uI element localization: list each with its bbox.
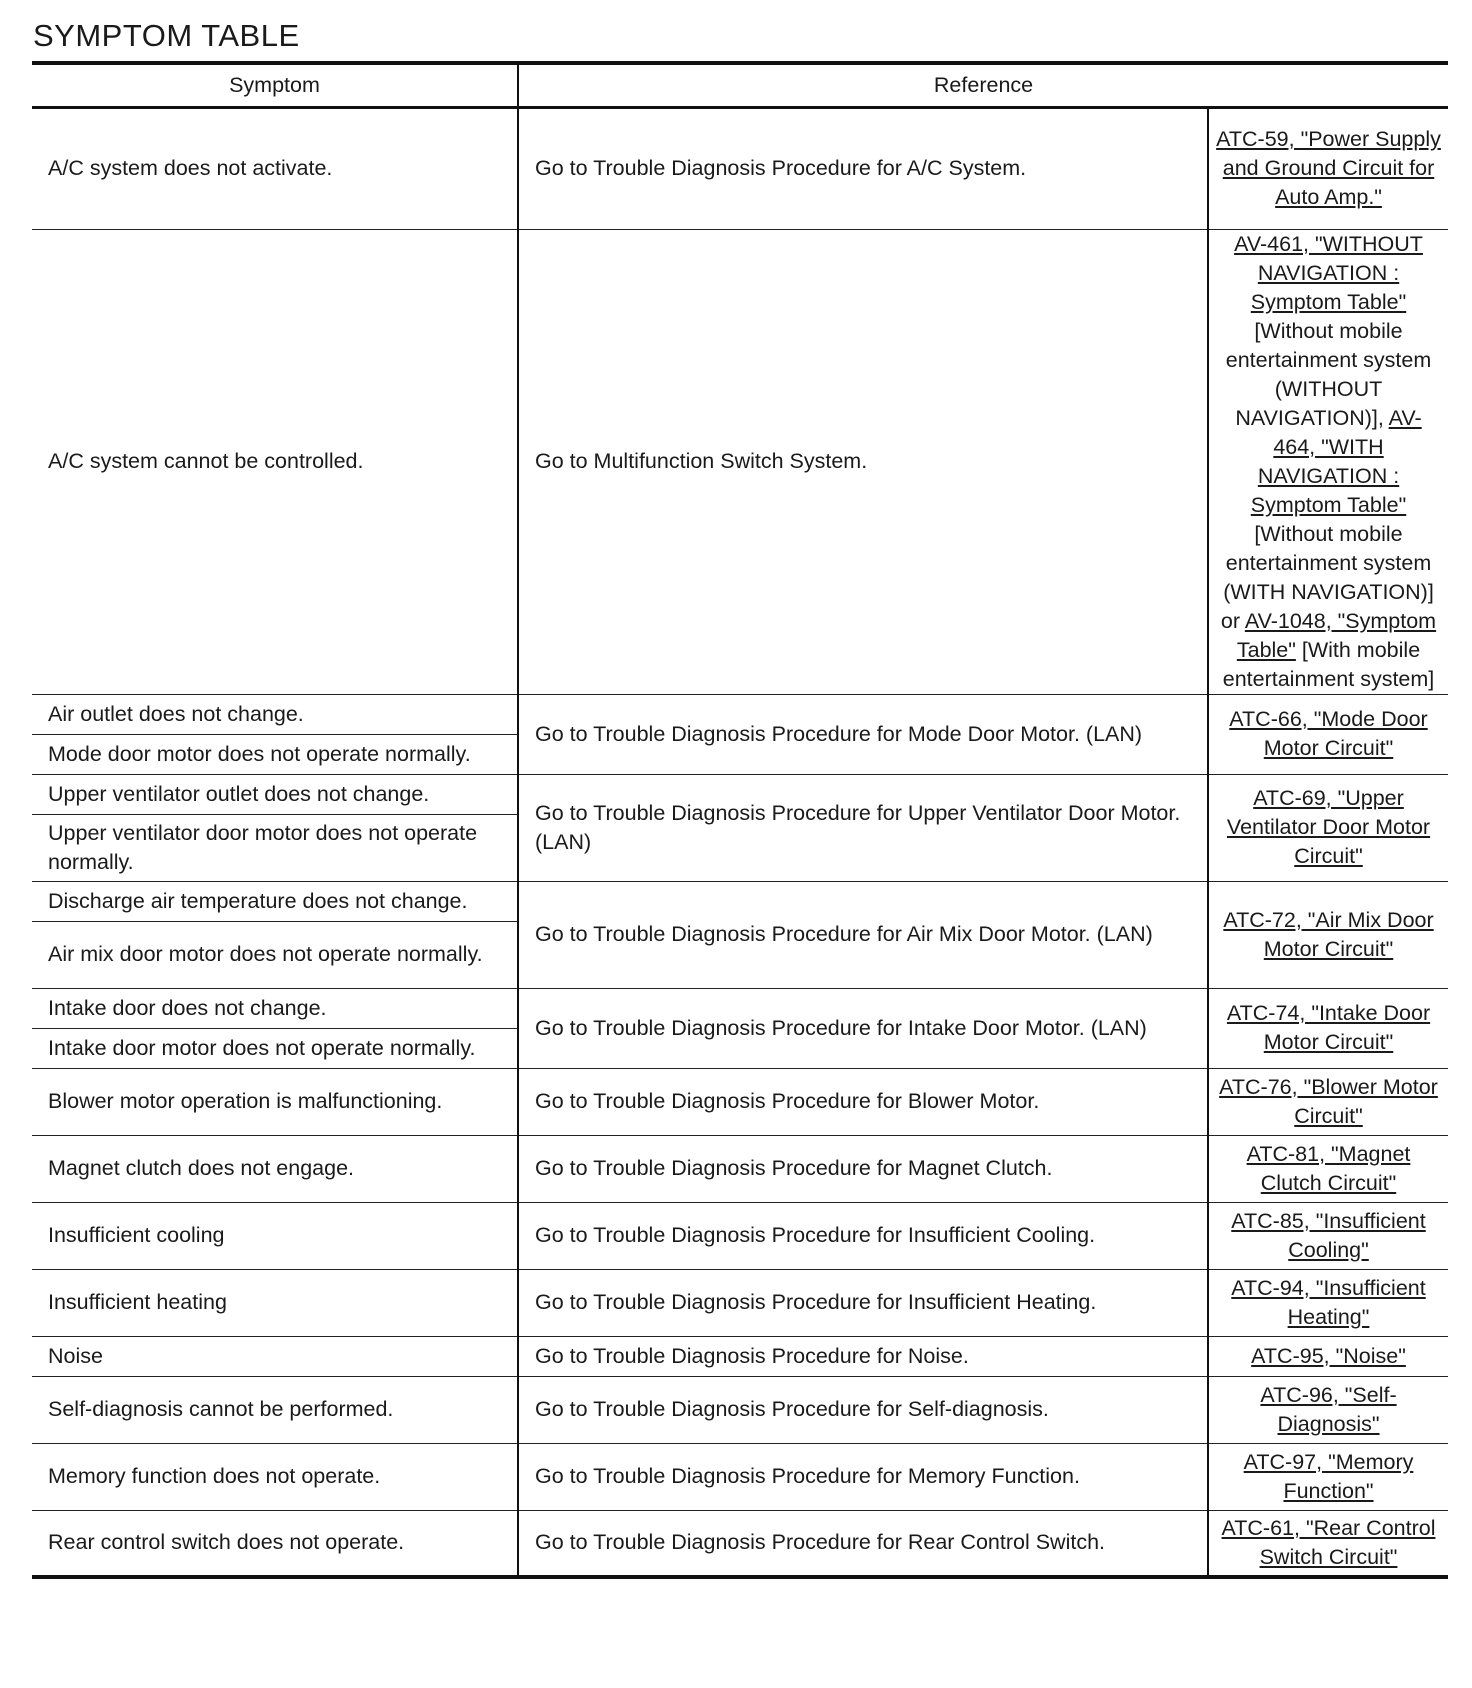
reference-link[interactable]: ATC-72, "Air Mix Door Motor Circuit" (1223, 907, 1434, 961)
reference-link[interactable]: ATC-95, "Noise" (1251, 1343, 1406, 1368)
symptom-cell: Mode door motor does not operate normally. (32, 734, 518, 774)
symptom-cell: Discharge air temperature does not change. (32, 881, 518, 921)
procedure-cell: Go to Trouble Diagnosis Procedure for Air Mix Door Motor. (LAN) (518, 881, 1208, 988)
reference-cell (1208, 1510, 1448, 1577)
symptom-cell: Intake door motor does not operate normally. (32, 1028, 518, 1068)
procedure-cell: Go to Trouble Diagnosis Procedure for Noise. (518, 1336, 1208, 1376)
table-row (32, 229, 1448, 694)
table-body (32, 107, 1448, 1577)
reference-cell (1208, 1376, 1448, 1443)
reference-link[interactable]: ATC-66, "Mode Door Motor Circuit" (1229, 707, 1428, 760)
reference-link[interactable]: ATC-59, "Power Supply and Ground Circuit for Auto Amp." (1216, 127, 1441, 209)
table-row (32, 988, 1448, 1028)
reference-link[interactable]: ATC-96, "Self-Diagnosis" (1260, 1382, 1397, 1436)
table-row (32, 1068, 1448, 1135)
symptom-cell: Rear control switch does not operate. (32, 1510, 518, 1577)
procedure-cell: Go to Trouble Diagnosis Procedure for Intake Door Motor. (LAN) (518, 988, 1208, 1068)
reference-cell (1208, 881, 1448, 988)
reference-link[interactable]: AV-464, "WITH NAVIGATION : Symptom Table" (1250, 405, 1422, 517)
symptom-cell: Upper ventilator outlet does not change. (32, 774, 518, 814)
reference-note: [With mobile entertainment system] (1222, 637, 1435, 691)
table-header-row (32, 63, 1448, 107)
procedure-cell: Go to Trouble Diagnosis Procedure for Memory Function. (518, 1443, 1208, 1510)
table-row (32, 1269, 1448, 1336)
table-row (32, 107, 1448, 229)
reference-cell (1208, 1068, 1448, 1135)
table-row (32, 1376, 1448, 1443)
reference-link[interactable]: ATC-97, "Memory Function" (1243, 1449, 1414, 1503)
symptom-cell: Air outlet does not change. (32, 694, 518, 734)
reference-note: [Without mobile entertainment system (WITHOUT NAVIGATION)], (1225, 318, 1432, 430)
symptom-cell: Blower motor operation is malfunctioning. (32, 1068, 518, 1135)
table-row (32, 1202, 1448, 1269)
reference-note: [Without mobile entertainment system (WITH NAVIGATION)] or (1220, 521, 1434, 633)
reference-link[interactable]: AV-1048, "Symptom Table" (1236, 608, 1437, 662)
symptom-cell: A/C system cannot be controlled. (32, 229, 518, 694)
procedure-cell: Go to Trouble Diagnosis Procedure for Mode Door Motor. (LAN) (518, 694, 1208, 774)
reference-link[interactable]: ATC-85, "Insufficient Cooling" (1231, 1208, 1426, 1262)
reference-link[interactable]: ATC-61, "Rear Control Switch Circuit" (1221, 1515, 1436, 1569)
reference-cell (1208, 1269, 1448, 1336)
reference-link[interactable]: ATC-94, "Insufficient Heating" (1231, 1275, 1426, 1329)
procedure-cell: Go to Trouble Diagnosis Procedure for Magnet Clutch. (518, 1135, 1208, 1202)
symptom-table (32, 61, 1448, 1579)
symptom-cell: Upper ventilator door motor does not operate normally. (32, 814, 518, 881)
procedure-cell: Go to Trouble Diagnosis Procedure for Rear Control Switch. (518, 1510, 1208, 1577)
reference-cell (1208, 229, 1448, 694)
symptom-cell: Noise (32, 1336, 518, 1376)
reference-cell (1208, 694, 1448, 774)
procedure-cell: Go to Trouble Diagnosis Procedure for A/C System. (518, 107, 1208, 229)
table-row (32, 694, 1448, 734)
reference-column-header: Reference (518, 63, 1448, 107)
procedure-cell: Go to Trouble Diagnosis Procedure for Insufficient Cooling. (518, 1202, 1208, 1269)
procedure-cell: Go to Trouble Diagnosis Procedure for Self-diagnosis. (518, 1376, 1208, 1443)
table-row (32, 1336, 1448, 1376)
symptom-cell: Insufficient cooling (32, 1202, 518, 1269)
symptom-cell: Magnet clutch does not engage. (32, 1135, 518, 1202)
symptom-cell: Air mix door motor does not operate normally. (32, 921, 518, 988)
symptom-cell: Self-diagnosis cannot be performed. (32, 1376, 518, 1443)
symptom-cell: Insufficient heating (32, 1269, 518, 1336)
reference-cell (1208, 774, 1448, 881)
procedure-cell: Go to Trouble Diagnosis Procedure for Insufficient Heating. (518, 1269, 1208, 1336)
reference-cell (1208, 1443, 1448, 1510)
reference-link[interactable]: ATC-76, "Blower Motor Circuit" (1219, 1074, 1438, 1128)
procedure-cell: Go to Multifunction Switch System. (518, 229, 1208, 694)
reference-link[interactable]: AV-461, "WITHOUT NAVIGATION : Symptom Table" (1234, 231, 1423, 314)
symptom-cell: Memory function does not operate. (32, 1443, 518, 1510)
procedure-cell: Go to Trouble Diagnosis Procedure for Upper Ventilator Door Motor. (LAN) (518, 774, 1208, 881)
reference-link[interactable]: ATC-81, "Magnet Clutch Circuit" (1246, 1141, 1411, 1195)
table-row (32, 1135, 1448, 1202)
reference-cell (1208, 988, 1448, 1068)
reference-cell (1208, 1336, 1448, 1376)
table-row (32, 1510, 1448, 1577)
table-row (32, 1443, 1448, 1510)
reference-link[interactable]: ATC-69, "Upper Ventilator Door Motor Circuit" (1226, 786, 1431, 868)
table-row (32, 774, 1448, 814)
reference-cell (1208, 1202, 1448, 1269)
reference-link[interactable]: ATC-74, "Intake Door Motor Circuit" (1226, 1001, 1431, 1054)
symptom-cell: A/C system does not activate. (32, 107, 518, 229)
symptom-column-header: Symptom (32, 63, 518, 107)
reference-cell (1208, 107, 1448, 229)
page-title: SYMPTOM TABLE (33, 18, 300, 53)
table-row (32, 881, 1448, 921)
symptom-cell: Intake door does not change. (32, 988, 518, 1028)
procedure-cell: Go to Trouble Diagnosis Procedure for Blower Motor. (518, 1068, 1208, 1135)
reference-cell (1208, 1135, 1448, 1202)
